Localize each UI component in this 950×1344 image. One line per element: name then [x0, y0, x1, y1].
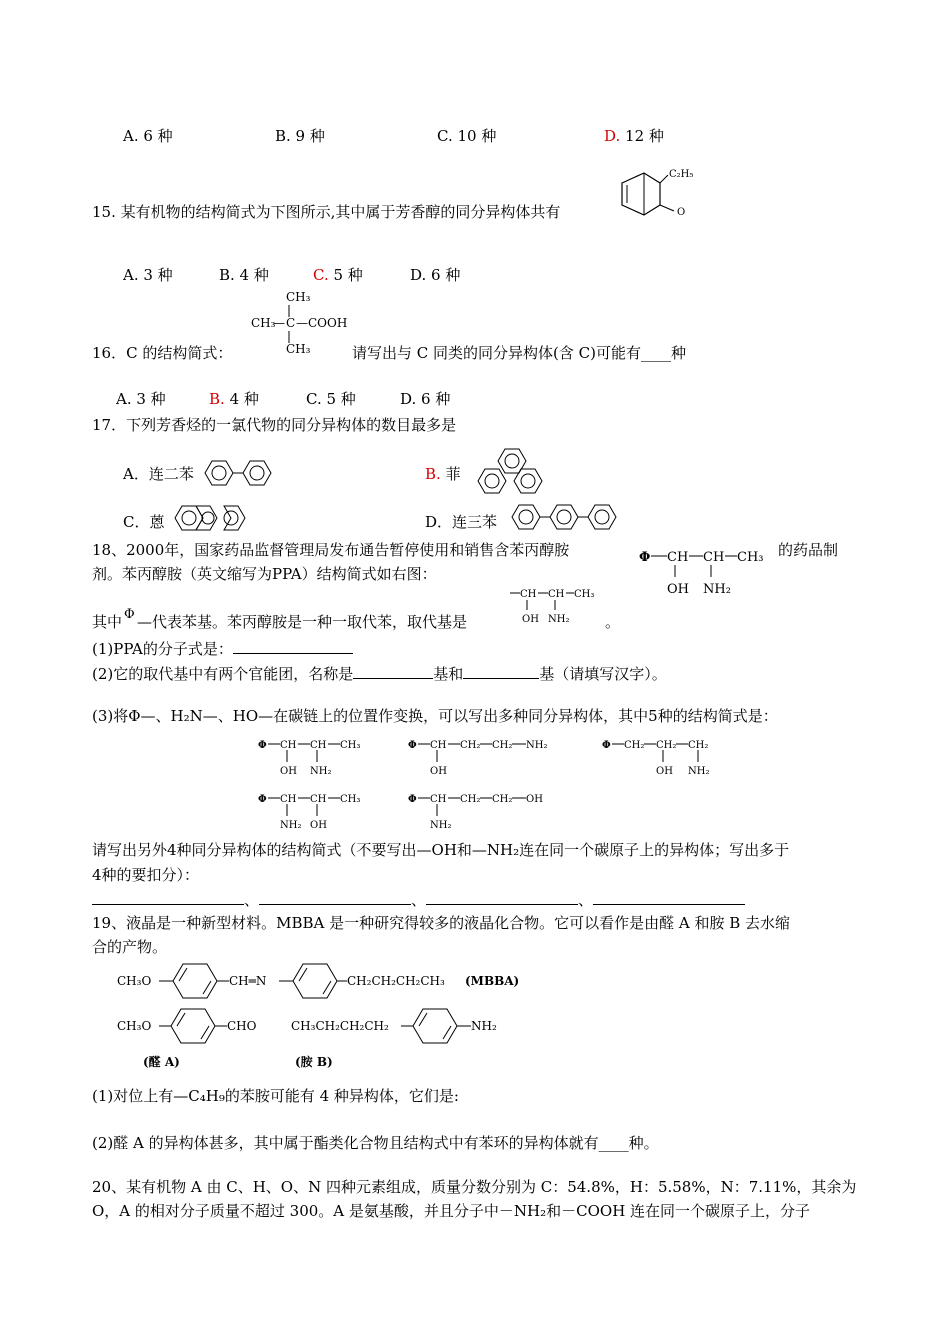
- q18-line2: 剂。苯丙醇胺（英文缩写为PPA）结构简式如右图：: [92, 565, 437, 583]
- q19-p1: (1)对位上有—C₄H₉的苯胺可能有 4 种异构体，它们是:: [92, 1087, 459, 1105]
- q14-option-a: A. 6 种: [123, 127, 173, 145]
- svg-text:CH₃O: CH₃O: [117, 974, 152, 988]
- svg-text:Φ: Φ: [639, 550, 651, 565]
- q18-p5: 4种的要扣分）：: [92, 866, 200, 884]
- svg-text:CH: CH: [520, 589, 537, 600]
- svg-text:CH₃: CH₃: [737, 550, 764, 565]
- q19-p2: (2)醛 A 的异构体甚多，其中属于酯类化合物且结构式中有苯环的异构体就有____种。: [92, 1134, 659, 1152]
- svg-text:OH: OH: [310, 820, 327, 831]
- q16-mol-c: C: [286, 316, 296, 330]
- anthracene-structure: [173, 500, 253, 536]
- q14-option-d: D. 12 种: [604, 127, 664, 145]
- q14-option-b: B. 9 种: [275, 127, 325, 145]
- q18-line3-b: —代表苯基。苯丙醇胺是一种一取代苯，取代基是: [137, 613, 468, 631]
- q18-p4: 请写出另外4种同分异构体的结构简式（不要写出—OH和—NH₂连在同一个碳原子上的异构体；写出多于: [92, 841, 790, 859]
- q16-mol-cooh: COOH: [308, 316, 348, 330]
- q15-option-b: B. 4 种: [219, 266, 269, 284]
- q16-option-b: B. 4 种: [209, 390, 259, 408]
- isomer-5: [408, 794, 543, 831]
- svg-text:CH₂: CH₂: [624, 740, 645, 751]
- svg-text:CH₃: CH₃: [340, 740, 361, 751]
- isomer-1: [258, 740, 360, 777]
- q17-stem: 17．下列芳香烃的一氯代物的同分异构体的数目最多是: [92, 416, 457, 434]
- svg-text:Φ: Φ: [258, 794, 267, 805]
- svg-text:CH₂: CH₂: [492, 794, 513, 805]
- svg-text:Φ: Φ: [602, 740, 611, 751]
- svg-text:O: O: [677, 207, 686, 218]
- svg-text:OH: OH: [522, 614, 539, 625]
- svg-text:CH₂: CH₂: [460, 794, 481, 805]
- svg-text:CH: CH: [280, 794, 297, 805]
- svg-text:(MBBA): (MBBA): [465, 974, 520, 988]
- svg-text:CH: CH: [667, 550, 689, 565]
- q18-p2: (2)它的取代基中有两个官能团，名称是 基和 基（请填写汉字）。: [92, 665, 667, 683]
- svg-text:CH═N: CH═N: [229, 974, 267, 988]
- isomer-structures: [250, 730, 730, 836]
- svg-text:OH: OH: [667, 582, 689, 597]
- svg-text:CH: CH: [548, 589, 565, 600]
- svg-text:C₂H₅: C₂H₅: [669, 169, 694, 180]
- q20-line2: O，A 的相对分子质量不超过 300。A 是氨基酸，并且分子中－NH₂和－COOH 连在同一个碳原子上，分子: [92, 1202, 811, 1220]
- q16-option-d: D. 6 种: [400, 390, 451, 408]
- svg-text:CH: CH: [280, 740, 297, 751]
- q20-line1: 20、某有机物 A 由 C、H、O、N 四种元素组成，质量分数分别为 C：54.8%，H：5.58%，N：7.11%，其余为: [92, 1178, 857, 1196]
- q15-molecule: [612, 165, 707, 225]
- q16-stem-b: 请写出与 C 同类的同分异构体(含 C)可能有____种: [352, 344, 686, 362]
- svg-text:CH₂: CH₂: [688, 740, 709, 751]
- q16-mol-ch3-bottom: CH₃: [286, 342, 311, 356]
- isomer-3: [602, 740, 709, 777]
- q18-line3-c: 。: [605, 613, 621, 631]
- svg-text:Φ: Φ: [408, 794, 417, 805]
- q18-p1: (1)PPA的分子式是：: [92, 639, 353, 658]
- q17-option-b: B. 菲: [425, 465, 461, 483]
- svg-text:(醛 A): (醛 A): [143, 1055, 180, 1069]
- svg-text:OH: OH: [656, 766, 673, 777]
- q18-line3-a: 其中: [92, 613, 123, 631]
- q16-option-c: C. 5 种: [306, 390, 356, 408]
- isomer-2: [408, 740, 547, 777]
- q18-phi: Φ: [124, 607, 135, 622]
- q18-line1-end: 的药品制: [778, 541, 839, 559]
- svg-text:OH: OH: [280, 766, 297, 777]
- q17-option-c: C．蒽: [123, 513, 165, 531]
- q17-option-a: A．连二苯: [123, 465, 194, 483]
- svg-text:OH: OH: [430, 766, 447, 777]
- svg-text:CH₃: CH₃: [340, 794, 361, 805]
- phenanthrene-structure: [474, 447, 552, 497]
- substituent-structure: [508, 582, 608, 626]
- q15-option-a: A. 3 种: [123, 266, 173, 284]
- svg-text:NH₂: NH₂: [310, 766, 332, 777]
- svg-text:CH: CH: [430, 794, 447, 805]
- isomer-4: [258, 794, 360, 831]
- svg-text:NH₂: NH₂: [471, 1019, 497, 1033]
- svg-text:Φ: Φ: [258, 740, 267, 751]
- q18-answer-blanks: 、 、 、: [92, 890, 745, 909]
- svg-text:CH₃: CH₃: [574, 589, 595, 600]
- q16-option-a: A. 3 种: [116, 390, 166, 408]
- svg-text:CH₂CH₂CH₂CH₃: CH₂CH₂CH₂CH₃: [347, 974, 445, 988]
- svg-text:NH₂: NH₂: [548, 614, 570, 625]
- svg-text:NH₂: NH₂: [688, 766, 710, 777]
- svg-text:CH₃CH₂CH₂CH₂: CH₃CH₂CH₂CH₂: [291, 1019, 389, 1033]
- svg-text:CH: CH: [310, 740, 327, 751]
- mbba-structures: [115, 958, 535, 1073]
- svg-text:OH: OH: [526, 794, 543, 805]
- svg-text:(胺 B): (胺 B): [295, 1055, 333, 1069]
- q16-mol-dash1: —: [273, 316, 285, 330]
- svg-text:NH₂: NH₂: [430, 820, 452, 831]
- svg-text:CH: CH: [703, 550, 725, 565]
- q16-mol-dash2: —: [296, 316, 308, 330]
- svg-text:NH₂: NH₂: [280, 820, 302, 831]
- q19-line2: 合的产物。: [92, 938, 168, 956]
- q14-option-c: C. 10 种: [437, 127, 497, 145]
- q15-option-d: D. 6 种: [410, 266, 461, 284]
- biphenyl-structure: [201, 456, 277, 490]
- svg-text:Φ: Φ: [408, 740, 417, 751]
- svg-text:CH₂: CH₂: [656, 740, 677, 751]
- q16-mol-bonds: [285, 303, 295, 347]
- q16-mol-ch3-left: CH₃: [251, 316, 276, 330]
- terphenyl-structure: [508, 500, 626, 534]
- svg-text:CH₂: CH₂: [460, 740, 481, 751]
- q15-stem: 15. 某有机物的结构简式为下图所示,其中属于芳香醇的同分异构体共有: [92, 203, 561, 221]
- svg-text:CH: CH: [310, 794, 327, 805]
- svg-text:CHO: CHO: [227, 1019, 257, 1033]
- q16-mol-ch3-top: CH₃: [286, 290, 311, 304]
- q17-option-d: D．连三苯: [425, 513, 498, 531]
- ppa-structure: [637, 545, 772, 599]
- q19-line1: 19、液晶是一种新型材料。MBBA 是一种研究得较多的液晶化合物。它可以看作是由醛 A 和胺 B 去水缩: [92, 914, 791, 932]
- q18-line1: 18、2000年，国家药品监督管理局发布通告暂停使用和销售含苯丙醇胺: [92, 541, 570, 559]
- q15-option-c: C. 5 种: [313, 266, 363, 284]
- svg-text:NH₂: NH₂: [703, 582, 731, 597]
- svg-text:CH: CH: [430, 740, 447, 751]
- svg-text:NH₂: NH₂: [526, 740, 548, 751]
- svg-text:CH₂: CH₂: [492, 740, 513, 751]
- svg-text:CH₃O: CH₃O: [117, 1019, 152, 1033]
- q18-p3: (3)将Φ—、H₂N—、HO—在碳链上的位置作变换，可以写出多种同分异构体，其中5种的结构简式是：: [92, 707, 778, 725]
- q16-stem-a: 16．C 的结构简式：: [92, 344, 233, 362]
